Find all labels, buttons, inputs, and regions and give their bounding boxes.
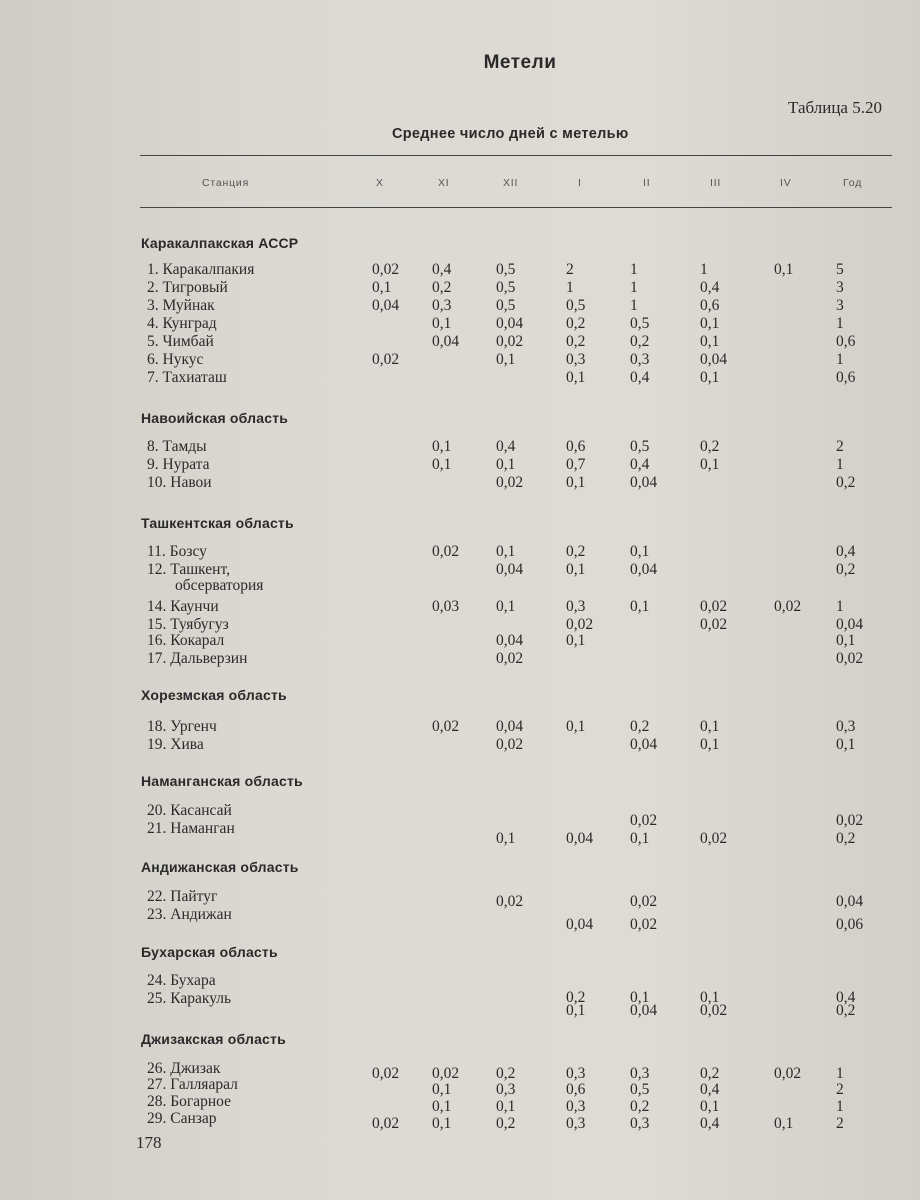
station-name: 6. Нукус [147, 351, 204, 368]
station-name: 1. Каракалпакия [147, 261, 255, 278]
table-cell: 0,2 [566, 315, 586, 332]
table-cell: 0,04 [836, 616, 864, 633]
table-cell: 0,2 [566, 989, 586, 1006]
column-header: X [376, 177, 384, 189]
column-header: III [710, 177, 722, 189]
region-heading: Наманганская область [141, 773, 303, 789]
table-cell: 2 [836, 1081, 844, 1098]
table-cell: 0,1 [836, 736, 856, 753]
table-cell: 0,4 [700, 1081, 720, 1098]
table-cell: 0,02 [432, 718, 460, 735]
table-cell: 0,3 [566, 1065, 586, 1082]
table-cell: 0,04 [630, 736, 658, 753]
top-rule [140, 155, 892, 156]
table-row [0, 369, 920, 387]
table-cell: 0,5 [630, 1081, 650, 1098]
station-name: 12. Ташкент, [147, 561, 230, 578]
table-cell: 0,1 [700, 989, 720, 1006]
table-cell: 0,4 [630, 456, 650, 473]
table-cell: 0,02 [496, 474, 524, 491]
station-name: 28. Богарное [147, 1093, 232, 1110]
station-name: 20. Касансай [147, 802, 232, 819]
region-heading: Джизакская область [141, 1031, 286, 1047]
station-name: 15. Туябугуз [147, 616, 229, 633]
table-row [0, 650, 920, 668]
table-cell: 0,04 [630, 1002, 658, 1019]
table-cell: 0,02 [372, 1115, 400, 1132]
table-cell: 0,3 [630, 1065, 650, 1082]
table-cell: 0,1 [774, 261, 794, 278]
table-row [0, 297, 920, 315]
table-cell: 1 [836, 456, 844, 473]
table-cell: 0,02 [630, 916, 658, 933]
table-row [0, 820, 920, 847]
table-cell: 0,2 [836, 474, 856, 491]
table-cell: 3 [836, 297, 844, 314]
table-row [0, 438, 920, 456]
table-cell: 0,02 [432, 543, 460, 560]
region-heading: Бухарская область [141, 944, 278, 960]
column-header: II [643, 177, 651, 189]
station-name: 9. Нурата [147, 456, 210, 473]
table-cell: 0,2 [432, 279, 452, 296]
table-cell: 1 [836, 315, 844, 332]
page-title: Метели [483, 52, 557, 73]
station-name: 25. Каракуль [147, 990, 232, 1007]
header-rule [140, 207, 892, 208]
region-heading: Навоийская область [141, 410, 289, 426]
table-cell: 0,1 [432, 1098, 452, 1115]
table-cell: 0,04 [836, 893, 864, 910]
table-row [0, 1076, 920, 1098]
table-cell: 0,1 [566, 474, 586, 491]
table-row [0, 632, 920, 650]
table-cell: 0,02 [700, 598, 728, 615]
table-cell: 0,5 [496, 297, 516, 314]
table-cell: 0,2 [700, 1065, 720, 1082]
table-cell: 0,6 [566, 1081, 586, 1098]
table-cell: 0,1 [496, 598, 516, 615]
table-cell: 0,1 [700, 456, 720, 473]
table-cell: 0,4 [432, 261, 452, 278]
table-cell: 0,02 [774, 598, 802, 615]
table-cell: 1 [836, 598, 844, 615]
table-cell: 3 [836, 279, 844, 296]
table-cell: 0,02 [700, 830, 728, 847]
table-cell: 0,1 [630, 989, 650, 1006]
table-cell: 0,4 [630, 369, 650, 386]
table-cell: 0,6 [700, 297, 720, 314]
table-row [0, 315, 920, 333]
table-cell: 1 [700, 261, 708, 278]
table-cell: 0,1 [566, 369, 586, 386]
station-name: 17. Дальверзин [147, 650, 248, 667]
station-name: 8. Тамды [147, 438, 207, 455]
station-name: 27. Галляарал [147, 1076, 238, 1093]
region-heading: Андижанская область [141, 859, 299, 875]
table-cell: 0,7 [566, 456, 586, 473]
table-cell: 0,5 [496, 279, 516, 296]
table-row [0, 1093, 920, 1115]
table-cell: 0,1 [700, 718, 720, 735]
table-cell: 1 [566, 279, 574, 296]
table-cell: 0,02 [630, 893, 658, 910]
table-cell: 0,1 [496, 351, 516, 368]
column-header: Год [843, 177, 863, 189]
table-cell: 0,2 [630, 333, 650, 350]
table-cell: 0,1 [432, 1115, 452, 1132]
table-cell: 0,02 [372, 1065, 400, 1082]
station-name: 11. Бозсу [147, 543, 207, 560]
table-row [0, 888, 920, 910]
table-cell: 0,1 [700, 369, 720, 386]
station-name: 7. Тахиаташ [147, 369, 227, 386]
table-cell: 0,2 [496, 1065, 516, 1082]
table-cell: 5 [836, 261, 844, 278]
table-cell: 0,02 [372, 261, 400, 278]
table-cell: 0,1 [566, 632, 586, 649]
table-cell: 1 [836, 351, 844, 368]
column-header: XI [438, 177, 450, 189]
table-cell: 0,04 [630, 561, 658, 578]
table-cell: 0,2 [700, 438, 720, 455]
table-cell: 0,02 [496, 736, 524, 753]
table-cell: 1 [630, 261, 638, 278]
table-row [0, 333, 920, 351]
table-cell: 0,2 [836, 830, 856, 847]
region-heading: Каракалпакская АССР [141, 235, 299, 251]
table-cell: 0,1 [432, 438, 452, 455]
table-cell: 0,2 [566, 333, 586, 350]
table-cell: 0,1 [700, 315, 720, 332]
table-row [0, 351, 920, 369]
region-heading: Ташкентская область [141, 515, 294, 531]
table-cell: 0,2 [630, 718, 650, 735]
station-name: 5. Чимбай [147, 333, 214, 350]
column-header: IV [780, 177, 792, 189]
table-cell: 2 [836, 1115, 844, 1132]
table-cell: 0,3 [496, 1081, 516, 1098]
table-row [0, 1110, 920, 1132]
table-cell: 0,1 [496, 1098, 516, 1115]
table-cell: 0,03 [432, 598, 460, 615]
table-row [0, 736, 920, 754]
table-cell: 0,2 [566, 543, 586, 560]
table-cell: 0,02 [774, 1065, 802, 1082]
table-cell: 0,1 [432, 315, 452, 332]
table-cell: 0,2 [836, 1002, 856, 1019]
station-name: 10. Навои [147, 474, 212, 491]
table-subtitle: Среднее число дней с метелью [392, 126, 629, 142]
table-cell: 2 [836, 438, 844, 455]
page-number: 178 [136, 1133, 162, 1152]
station-name: 14. Каунчи [147, 598, 219, 615]
table-row [0, 279, 920, 297]
station-name: 18. Ургенч [147, 718, 217, 735]
table-cell: 0,1 [496, 830, 516, 847]
table-cell: 0,1 [432, 1081, 452, 1098]
table-cell: 0,2 [836, 561, 856, 578]
table-cell: 0,1 [700, 333, 720, 350]
table-cell: 0,04 [496, 632, 524, 649]
table-cell: 2 [566, 261, 574, 278]
column-header: I [578, 177, 582, 189]
table-cell: 0,1 [700, 1098, 720, 1115]
table-cell: 0,3 [566, 1115, 586, 1132]
station-name: 26. Джизак [147, 1060, 221, 1077]
table-cell: 0,04 [630, 474, 658, 491]
table-cell: 0,3 [566, 598, 586, 615]
station-name: обсерватория [175, 577, 264, 594]
table-cell: 0,2 [496, 1115, 516, 1132]
station-name: 29. Санзар [147, 1110, 217, 1127]
table-cell: 0,02 [700, 616, 728, 633]
table-cell: 1 [836, 1065, 844, 1082]
station-name: 3. Муйнак [147, 297, 215, 314]
station-name: 23. Андижан [147, 906, 232, 923]
table-cell: 0,04 [372, 297, 400, 314]
table-cell: 0,1 [496, 543, 516, 560]
table-cell: 0,04 [566, 916, 594, 933]
table-cell: 0,3 [836, 718, 856, 735]
table-cell: 0,1 [566, 561, 586, 578]
station-name: 21. Наманган [147, 820, 235, 837]
table-row [0, 577, 920, 595]
table-cell: 0,1 [630, 543, 650, 560]
table-cell: 0,4 [700, 279, 720, 296]
table-row [0, 474, 920, 492]
table-cell: 0,1 [774, 1115, 794, 1132]
table-cell: 0,02 [836, 812, 864, 829]
table-cell: 0,1 [566, 718, 586, 735]
table-cell: 0,6 [566, 438, 586, 455]
station-name: 4. Кунград [147, 315, 217, 332]
table-cell: 0,1 [372, 279, 392, 296]
column-header: XII [503, 177, 519, 189]
table-cell: 0,5 [630, 438, 650, 455]
table-cell: 0,5 [630, 315, 650, 332]
table-cell: 0,02 [496, 893, 524, 910]
table-cell: 0,02 [700, 1002, 728, 1019]
table-cell: 0,1 [630, 830, 650, 847]
table-cell: 0,5 [566, 297, 586, 314]
table-cell: 0,1 [566, 1002, 586, 1019]
table-cell: 0,04 [496, 718, 524, 735]
table-row [0, 456, 920, 474]
table-cell: 0,1 [432, 456, 452, 473]
table-cell: 1 [630, 297, 638, 314]
table-row [0, 906, 920, 933]
table-cell: 0,02 [372, 351, 400, 368]
table-cell: 0,04 [496, 561, 524, 578]
region-heading: Хорезмская область [141, 687, 287, 703]
column-header: Станция [202, 177, 250, 189]
table-cell: 0,1 [630, 598, 650, 615]
table-cell: 0,4 [836, 989, 856, 1006]
table-cell: 0,02 [496, 333, 524, 350]
table-cell: 0,6 [836, 369, 856, 386]
station-name: 2. Тигровый [147, 279, 228, 296]
table-cell: 0,2 [630, 1098, 650, 1115]
table-cell: 0,6 [836, 333, 856, 350]
table-cell: 0,02 [630, 812, 658, 829]
table-cell: 0,3 [630, 1115, 650, 1132]
table-cell: 0,3 [630, 351, 650, 368]
table-cell: 0,04 [496, 315, 524, 332]
table-cell: 0,4 [496, 438, 516, 455]
table-cell: 0,02 [496, 650, 524, 667]
table-cell: 1 [630, 279, 638, 296]
table-row [0, 598, 920, 616]
station-name: 24. Бухара [147, 972, 216, 989]
table-row [0, 990, 920, 1019]
table-cell: 0,4 [836, 543, 856, 560]
table-cell: 0,1 [700, 736, 720, 753]
table-cell: 0,04 [432, 333, 460, 350]
table-cell: 0,02 [432, 1065, 460, 1082]
table-row [0, 261, 920, 279]
station-name: 19. Хива [147, 736, 204, 753]
table-cell: 0,1 [496, 456, 516, 473]
station-name: 16. Кокарал [147, 632, 225, 649]
table-cell: 0,04 [566, 830, 594, 847]
table-cell: 0,4 [700, 1115, 720, 1132]
table-cell: 0,3 [432, 297, 452, 314]
table-cell: 0,06 [836, 916, 864, 933]
table-cell: 0,3 [566, 1098, 586, 1115]
table-row [0, 718, 920, 736]
table-cell: 0,1 [836, 632, 856, 649]
table-cell: 0,02 [836, 650, 864, 667]
table-cell: 0,02 [566, 616, 594, 633]
table-cell: 0,04 [700, 351, 728, 368]
table-row [0, 543, 920, 561]
table-cell: 0,3 [566, 351, 586, 368]
table-number: Таблица 5.20 [788, 98, 882, 117]
station-name: 22. Пайтуг [147, 888, 218, 905]
table-cell: 0,5 [496, 261, 516, 278]
table-cell: 1 [836, 1098, 844, 1115]
